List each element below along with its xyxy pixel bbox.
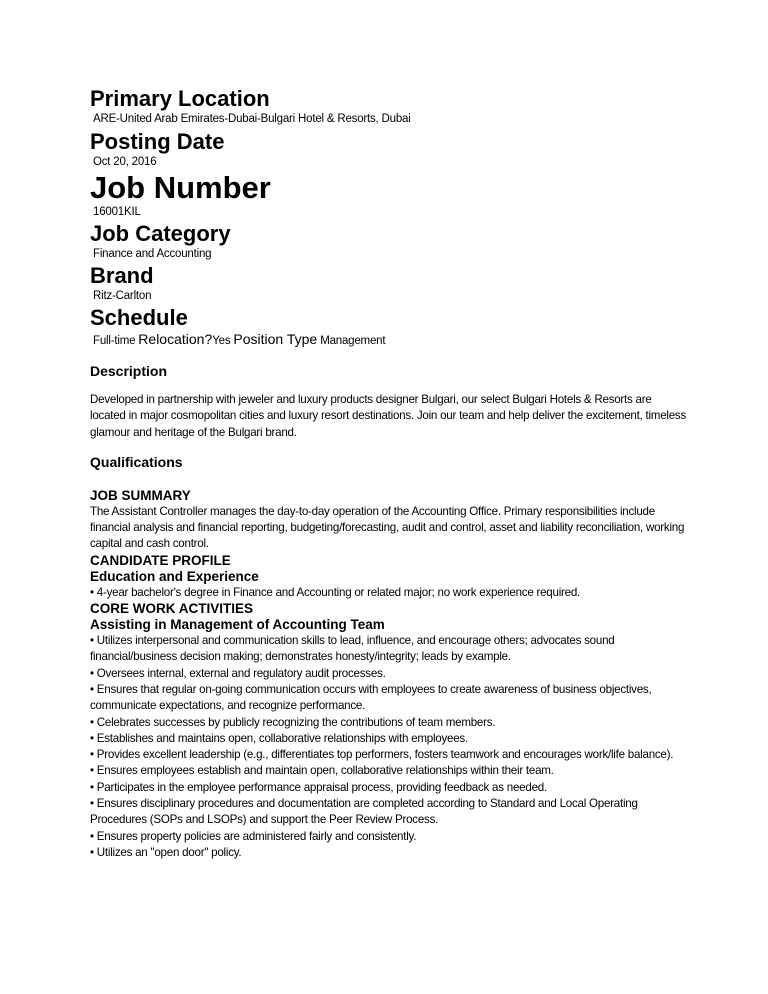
brand-value: Ritz-Carlton — [93, 290, 152, 302]
description-heading: Description — [90, 363, 168, 379]
list-item: • Participates in the employee performance appraisal process, providing feedback as needed. — [90, 780, 547, 794]
accounting-team-heading: Assisting in Management of Accounting Team — [90, 617, 385, 633]
education-experience-heading: Education and Experience — [90, 568, 259, 584]
schedule-line — [93, 331, 690, 350]
candidate-profile-list — [90, 585, 690, 601]
list-item: • Establishes and maintains open, collaborative relationships with employees. — [90, 731, 468, 745]
job-category-heading: Job Category — [90, 221, 231, 246]
candidate-profile-heading: CANDIDATE PROFILE — [90, 552, 231, 568]
list-item: • Celebrates successes by publicly recognizing the contributions of team members. — [90, 715, 496, 729]
job-posting-page — [90, 86, 690, 861]
list-item: • Ensures that regular on-going communication occurs with employees to create awareness of business objectives, communicate expectations, and recognize performance. — [90, 682, 652, 713]
position-type-value: Management — [320, 335, 386, 347]
position-type-label: Position Type — [233, 331, 318, 347]
qualifications-heading: Qualifications — [90, 453, 183, 470]
list-item: • 4-year bachelor's degree in Finance and Accounting or related major; no work experience required. — [90, 585, 581, 599]
job-number-heading: Job Number — [90, 170, 271, 205]
schedule-heading: Schedule — [90, 305, 188, 330]
list-item: • Ensures property policies are administered fairly and consistently. — [90, 829, 417, 843]
job-number-value: 16001KIL — [93, 206, 141, 218]
primary-location-heading: Primary Location — [90, 86, 270, 111]
primary-location-value: ARE-United Arab Emirates-Dubai-Bulgari Hotel & Resorts, Dubai — [93, 113, 411, 125]
list-item: • Utilizes interpersonal and communication skills to lead, influence, and encourage others; advocates sound financial/business decision making; demonstrates honesty/integrity; leads by example. — [90, 634, 615, 664]
list-item: • Provides excellent leadership (e.g., differentiates top performers, fosters teamwork and encourages work/life balance). — [90, 748, 674, 762]
core-work-list — [90, 633, 690, 861]
core-work-heading: CORE WORK ACTIVITIES — [90, 601, 254, 617]
job-category-value: Finance and Accounting — [93, 248, 212, 260]
relocation-value: Yes — [212, 335, 231, 347]
job-summary-heading: JOB SUMMARY — [90, 487, 191, 503]
posting-date-heading: Posting Date — [90, 129, 225, 154]
description-text: Developed in partnership with jeweler and luxury products designer Bulgari, our select Bulgari Hotels & Resorts are located in major cosmopolitan cities and luxury resort destinations. Join our team and help deliver the excitement, timeless glamour and heritage of the Bulgari brand. — [90, 393, 687, 439]
list-item: • Ensures disciplinary procedures and documentation are completed according to Standard and Local Operating Procedures (SOPs and LSOPs) and support the Peer Review Process. — [90, 797, 638, 827]
job-summary-text: The Assistant Controller manages the day-to-day operation of the Accounting Office. Primary responsibilities include financial analysis and financial reporting, budgeting/forecasting, audit and control, asset and liability reconciliation, working capital and cash control. — [90, 504, 685, 551]
list-item: • Oversees internal, external and regulatory audit processes. — [90, 666, 386, 680]
posting-date-value: Oct 20, 2016 — [93, 156, 157, 168]
brand-heading: Brand — [90, 263, 154, 288]
schedule-value: Full-time — [93, 335, 136, 347]
list-item: • Utilizes an "open door" policy. — [90, 845, 242, 859]
relocation-label: Relocation? — [138, 331, 213, 347]
list-item: • Ensures employees establish and maintain open, collaborative relationships within their team. — [90, 764, 554, 778]
